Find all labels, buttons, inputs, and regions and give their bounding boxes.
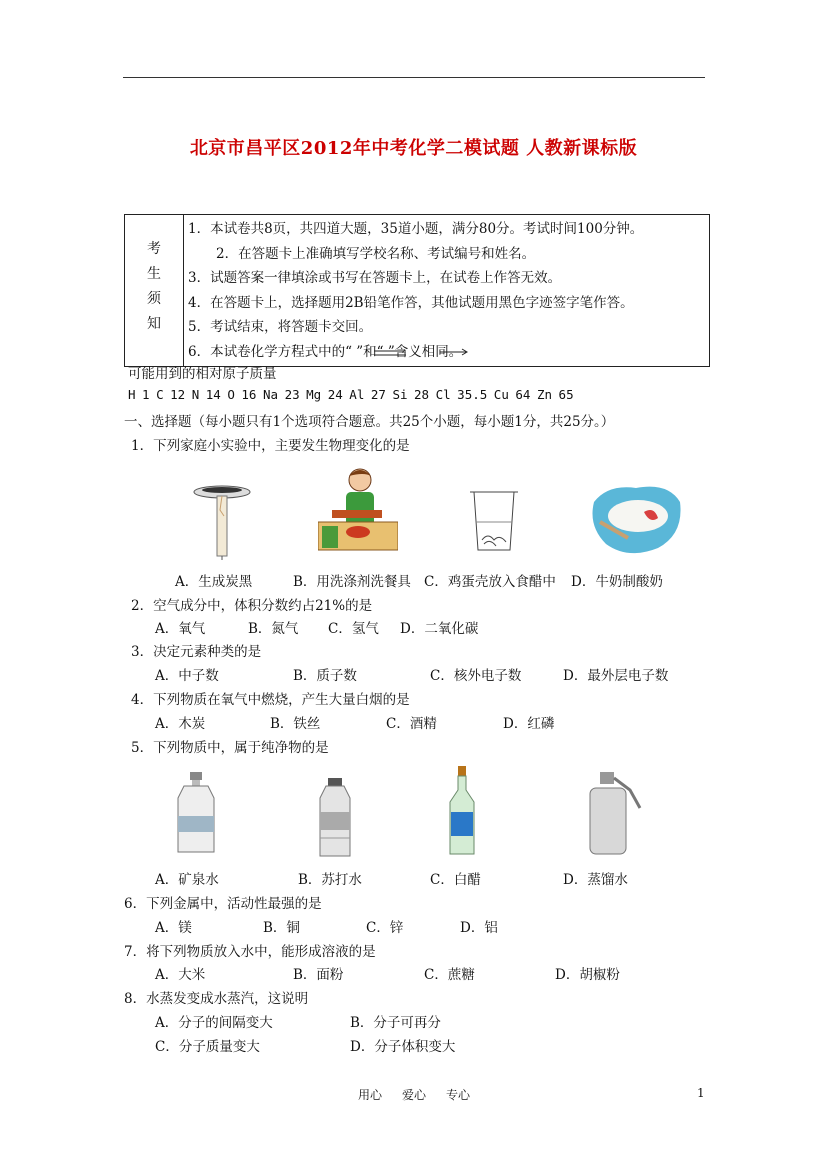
option: C．白醋 xyxy=(430,872,481,888)
option: C．酒精 xyxy=(386,716,437,732)
option: B．面粉 xyxy=(293,967,344,983)
distilled-water-bottle-image xyxy=(586,772,644,856)
option: A．生成炭黑 xyxy=(175,574,253,590)
question-stem: 4．下列物质在氧气中燃烧，产生大量白烟的是 xyxy=(131,692,410,708)
option: B．分子可再分 xyxy=(350,1015,441,1031)
question-stem: 7．将下列物质放入水中，能形成溶液的是 xyxy=(124,944,376,960)
option: A．木炭 xyxy=(155,716,206,732)
option: C．氢气 xyxy=(328,621,379,637)
footer-motto: 用心 xyxy=(358,1088,383,1102)
option: C．蔗糖 xyxy=(424,967,475,983)
option: A．镁 xyxy=(155,920,192,936)
option: D．二氧化碳 xyxy=(400,621,479,637)
option: D．胡椒粉 xyxy=(555,967,620,983)
option: B．用洗涤剂洗餐具 xyxy=(293,574,411,590)
mineral-water-bottle-image xyxy=(174,772,218,856)
option: A．矿泉水 xyxy=(155,872,219,888)
footer-motto: 爱心 xyxy=(402,1088,427,1102)
section-heading: 一、选择题（每小题只有1个选项符合题意。共25个小题，每小题1分，共25分。） xyxy=(124,414,615,430)
option: C．分子质量变大 xyxy=(155,1039,260,1055)
option: A．氧气 xyxy=(155,621,206,637)
notice-item: 6．本试卷化学方程式中的“ ”和“ ”含义相同。 xyxy=(188,340,709,365)
option: B．苏打水 xyxy=(298,872,362,888)
beaker-eggshell-image xyxy=(466,488,522,556)
question-stem: 6．下列金属中，活动性最强的是 xyxy=(124,896,322,912)
option: D．蒸馏水 xyxy=(563,872,628,888)
option: D．铝 xyxy=(460,920,498,936)
candle-plate-image xyxy=(190,480,254,560)
option: C．核外电子数 xyxy=(430,668,522,684)
notice-item: 2．在答题卡上准确填写学校名称、考试编号和姓名。 xyxy=(216,245,536,262)
question-stem: 3．决定元素种类的是 xyxy=(131,644,262,660)
option: B．铁丝 xyxy=(270,716,321,732)
footer-motto: 专心 xyxy=(446,1088,471,1102)
soda-water-bottle-image xyxy=(314,778,356,858)
option: A．大米 xyxy=(155,967,206,983)
notice-item: 4．在答题卡上，选择题用2B铅笔作答，其他试题用黑色字迹签字笔作答。 xyxy=(188,294,634,311)
atomic-mass-heading: 可能用到的相对原子质量 xyxy=(128,366,277,382)
option: B．铜 xyxy=(263,920,300,936)
yogurt-bowl-image xyxy=(588,482,684,562)
option: D．牛奶制酸奶 xyxy=(571,574,663,590)
arrow-icon xyxy=(440,347,470,357)
option: B．质子数 xyxy=(293,668,357,684)
question-stem: 5．下列物质中，属于纯净物的是 xyxy=(131,740,329,756)
option: B．氮气 xyxy=(248,621,299,637)
option: D．分子体积变大 xyxy=(350,1039,456,1055)
page-title: 北京市昌平区2012年中考化学二模试题 人教新课标版 xyxy=(189,138,638,159)
washing-dishes-image xyxy=(318,466,398,554)
option: A．中子数 xyxy=(155,668,219,684)
option: D．最外层电子数 xyxy=(563,668,669,684)
header-rule xyxy=(123,77,705,78)
option: C．鸡蛋壳放入食醋中 xyxy=(424,574,556,590)
option: A．分子的间隔变大 xyxy=(155,1015,273,1031)
vinegar-bottle-image xyxy=(448,766,476,856)
option: D．红磷 xyxy=(503,716,555,732)
option: C．锌 xyxy=(366,920,404,936)
equals-arrow-icon xyxy=(374,349,410,357)
exam-notice-table xyxy=(124,214,710,367)
question-stem: 8．水蒸发变成水蒸汽，这说明 xyxy=(124,991,309,1007)
page-number: 1 xyxy=(697,1086,705,1100)
notice-label: 考 生 须 知 xyxy=(125,215,184,367)
atomic-mass-values: H 1 C 12 N 14 O 16 Na 23 Mg 24 Al 27 Si 28 Cl 35.5 Cu 64 Zn 65 xyxy=(128,387,574,402)
question-stem: 2．空气成分中，体积分数约占21%的是 xyxy=(131,598,373,614)
notice-items xyxy=(184,215,710,367)
notice-item: 1．本试卷共8页，共四道大题，35道小题，满分80分。考试时间100分钟。 xyxy=(188,221,644,237)
notice-item: 5．考试结束，将答题卡交回。 xyxy=(188,319,373,335)
notice-item: 3．试题答案一律填涂或书写在答题卡上，在试卷上作答无效。 xyxy=(188,270,562,286)
question-stem: 1．下列家庭小实验中，主要发生物理变化的是 xyxy=(131,438,410,454)
